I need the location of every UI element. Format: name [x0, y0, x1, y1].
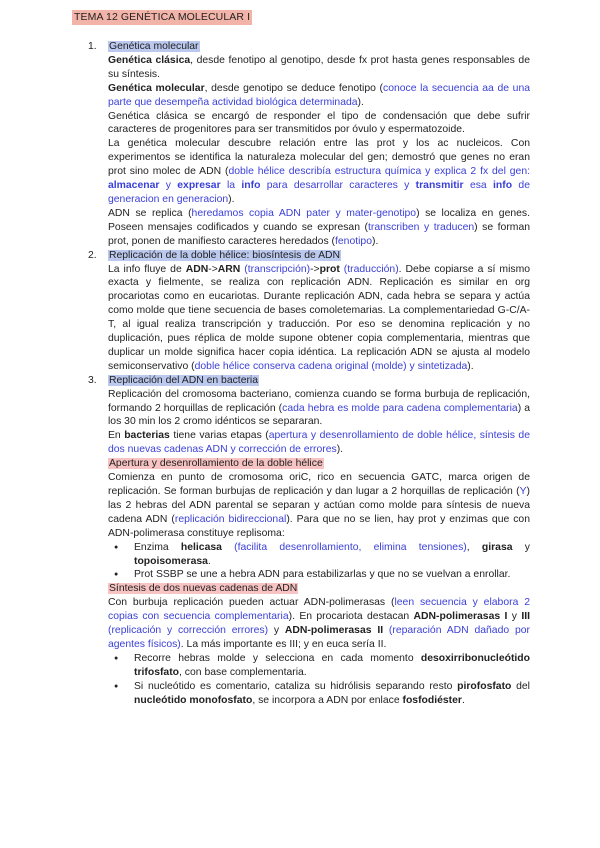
section-number: 3.	[88, 374, 97, 386]
section-3-heading	[88, 374, 530, 388]
bold-term: Genética clásica	[108, 54, 191, 66]
bold-term: fosfodiéster	[402, 694, 462, 706]
list-item	[108, 652, 530, 680]
text: ).	[336, 444, 344, 456]
bold-term: nucleótido monofosfato	[134, 694, 253, 706]
subheading-text: Síntesis de dos nuevas cadenas de ADN	[109, 583, 298, 595]
paragraph	[108, 207, 530, 249]
subheading	[108, 582, 530, 596]
paragraph	[108, 263, 530, 374]
blue-note: heredamos copia ADN pater y mater-genotipo	[191, 207, 417, 219]
bold-term: topoisomerasa	[134, 555, 208, 567]
text: ->	[310, 263, 320, 275]
text: ->	[208, 263, 218, 275]
text: ) las 2 hebras del ADN parental se separan y actúan como molde para síntesis de nueva cadena ADN (	[108, 486, 530, 525]
paragraph	[108, 54, 530, 82]
blue-bold-term: transmitir	[415, 180, 464, 192]
blue-bold-term: info	[241, 180, 261, 192]
text: ). En procariota destacan	[288, 611, 414, 623]
blue-note: apertura y desenrollamiento de doble hélice, síntesis de dos nuevas cadenas ADN y corrección de errores	[108, 430, 530, 456]
blue-note: fenotipo	[335, 235, 372, 247]
text: ).	[371, 235, 379, 247]
bold-term: girasa	[481, 541, 513, 553]
subheading	[108, 457, 530, 471]
paragraph	[108, 82, 530, 110]
section-2-heading	[88, 249, 530, 263]
text: Replicación del cromosoma bacteriano, comienza cuando se forma burbuja de replicación, formando 2 horquillas de replicación (	[108, 388, 530, 414]
text: ADN se replica (	[108, 207, 192, 219]
blue-note: de generacion en generacion	[108, 180, 530, 205]
text: . La más importante es III; y en euca sería II.	[180, 638, 387, 650]
section-title: Genética molecular	[109, 41, 199, 52]
blue-note: para desarrollar caracteres y	[260, 180, 416, 192]
text: , desde genotipo se deduce fenotipo (	[204, 82, 383, 94]
blue-note: y	[159, 180, 178, 192]
page-title: TEMA 12 GENÉTICA MOLECULAR I	[74, 11, 251, 23]
paragraph	[108, 388, 530, 430]
blue-note: la	[220, 180, 242, 192]
text: ) se localiza en genes. Poseen mensajes codificados y cuando se expresan (	[108, 207, 531, 233]
text: Si nucleótido es comentario, cataliza su hidrólisis separando resto	[134, 680, 458, 692]
bold-term: ADN	[185, 263, 209, 275]
text: En	[108, 430, 125, 442]
text: ) se forman prot, ponen de manifiesto caracteres heredados (	[108, 221, 531, 247]
text: y	[507, 611, 522, 623]
subheading-text: Apertura y desenrollamiento de la doble hélice	[109, 458, 323, 470]
bold-term: ARN	[217, 263, 241, 275]
bold-term: helicasa	[180, 541, 222, 553]
blue-note: leen secuencia y elabora 2 copias con secuencia complementaria	[108, 597, 530, 623]
paragraph	[108, 471, 530, 541]
section-1-heading	[88, 40, 530, 54]
blue-note: (replicación y corrección errores)	[108, 625, 269, 637]
text: Recorre hebras molde y selecciona en cada momento	[134, 652, 421, 664]
text: , con base complementaria.	[179, 666, 307, 678]
text: Con burbuja replicación pueden actuar ADN-polimerasas (	[108, 597, 395, 609]
text: .	[461, 694, 465, 706]
blue-note: (facilita desenrollamiento, elimina tensiones)	[221, 541, 467, 553]
blue-bold-term: almacenar	[108, 180, 160, 192]
blue-note: doble hélice describía estructura química y explica 2 fx del gen:	[228, 166, 530, 178]
list-item: ● Prot SSBP se une a hebra ADN para estabilizarlas y que no se vuelvan a enrollar.	[108, 568, 530, 582]
blue-note: conoce la secuencia aa de una parte que desempeña actividad biológica determinada	[108, 82, 530, 108]
section-number: 2.	[88, 249, 97, 261]
list-item	[108, 680, 530, 708]
blue-note: cada hebra es molde para cadena complementaria	[282, 402, 518, 414]
bold-term: III	[521, 611, 530, 623]
text: Comienza en punto de cromosoma oriC, rico en secuencia GATC, marca origen de replicación. Se forman burbujas de replicación y dan lugar a 2 horquillas de replicación (	[108, 472, 530, 497]
bold-term: prot	[319, 263, 340, 275]
text: y	[512, 541, 530, 553]
blue-note: Y	[519, 486, 527, 497]
text: .	[207, 555, 211, 567]
blue-bold-term: expresar	[177, 180, 221, 192]
blue-note: replicación bidireccional	[174, 513, 287, 525]
blue-note: (transcripción)	[240, 263, 311, 275]
paragraph: Genética clásica se encargó de responder el tipo de condensación que debe sufrir caracteres de progenitores para ser transmitidos por óvulo y espermatozoide.	[108, 110, 530, 136]
text: ).	[467, 360, 474, 372]
section-title: Replicación de la doble hélice: biosíntesis de ADN	[109, 249, 341, 261]
bold-term: ADN-polimerasas II	[284, 625, 384, 637]
text: . Debe copiarse a sí mismo exacta y fielmente, se realiza con replicación ADN. Replicación es similar en org procariotas como en eucariotas. Durante replicación ADN, cada hebra se separa y actúa como molde que tiene secuencia de bases comoletemarias. La complementariedad G-C/A-T, al igual realiza transcripción y traducción. Por eso se denomina replicación y no duplicación, pues réplica de molde supone obtener copia complementaria, mientras que duplicar un molde significa hacer copia idéntica. La replicación ADN se ajusta al modelo semiconservativo (	[108, 263, 531, 372]
bullet-list	[88, 652, 530, 708]
text: tiene varias etapas (	[169, 430, 269, 442]
text: y	[268, 625, 285, 637]
section-title: Replicación del ADN en bacteria	[109, 374, 259, 386]
text: La info fluye de	[108, 263, 186, 275]
bullet-list	[88, 541, 530, 583]
document-body	[88, 40, 530, 708]
bold-term: desoxirribonucleótido trifosfato	[134, 652, 530, 678]
list-item	[108, 541, 530, 569]
text: ). Para que no se lien, hay prot y enzimas que con ADN-polimerasa constituye replisoma:	[108, 513, 530, 539]
blue-bold-term: info	[493, 180, 513, 192]
blue-note: (reparación ADN dañado por agentes físicos)	[108, 625, 530, 650]
text: ) a los 30 min los 2 cromo idénticos se separaran.	[108, 402, 530, 428]
bold-term: ADN-polimerasas I	[413, 611, 508, 623]
bold-term: bacterias	[124, 430, 170, 442]
bold-term: pirofosfato	[457, 680, 512, 692]
blue-note: esa	[463, 180, 494, 192]
bold-term: Genética molecular	[108, 82, 205, 94]
section-number: 1.	[88, 41, 97, 52]
text: Enzima	[134, 541, 181, 553]
text: , se incorpora a ADN por enlace	[252, 694, 403, 706]
paragraph	[108, 596, 530, 652]
paragraph	[108, 429, 530, 457]
text: , desde fenotipo al genotipo, desde fx prot hasta genes responsables de su síntesis.	[108, 54, 530, 80]
blue-note: transcriben y traducen	[368, 221, 475, 233]
text: ,	[466, 541, 482, 553]
blue-note: doble hélice conserva cadena original (molde) y sintetizada	[194, 360, 468, 372]
text: ).	[228, 193, 235, 205]
blue-note: (traducción)	[339, 263, 399, 275]
text: La genética molecular descubre relación entre las prot y los ac nucleicos. Con experimentos se identifica la naturaleza molecular del gen; demostró que genes no eran prot sino molec de ADN (	[108, 138, 530, 178]
paragraph	[108, 137, 530, 207]
text: del	[511, 680, 530, 692]
text: ).	[357, 96, 364, 108]
